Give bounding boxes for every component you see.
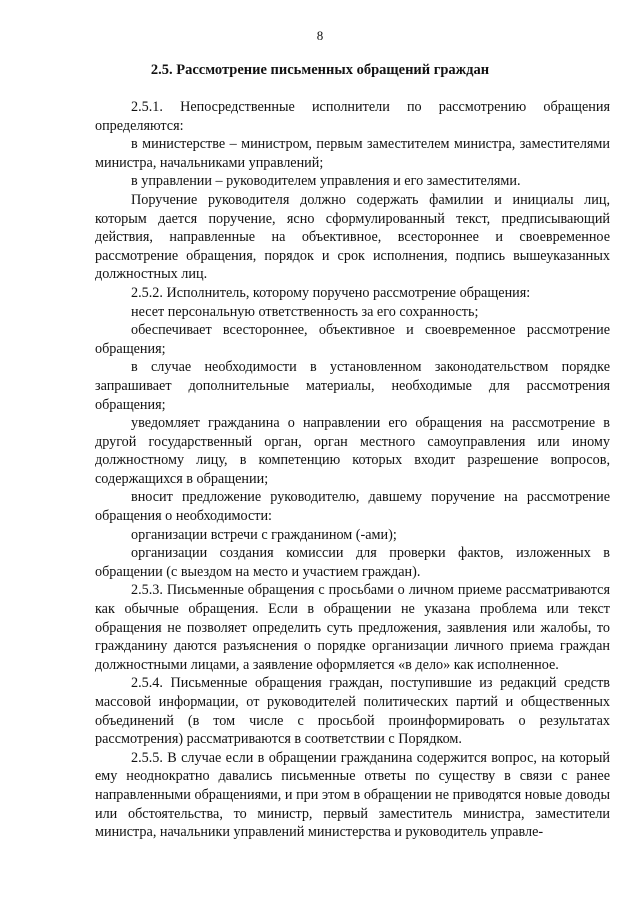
paragraph-2-5-3: 2.5.3. Письменные обращения с просьбами о личном приеме рассматриваются как обычные обращения. Если в обращении не указана проблема или текст обращения не позволяет определить суть предложения, заявления или жалобы, то гражданину даются разъяснения о порядке организации личного приема граждан должностными лицами, а заявление оформляется «в дело» как исполненное. (95, 582, 610, 673)
paragraph-requests: в случае необходимости в установленном законодательством порядке запрашивает дополнительные материалы, необходимые для рассмотрения обращения; (95, 359, 610, 413)
paragraph-2-5-5: 2.5.5. В случае если в обращении гражданина содержится вопрос, на который ему неоднократно давались письменные ответы по существу в связи с ранее направленными обращениями, и при этом в обращении не приводятся новые доводы или обстоятельства, то министр, первый заместитель министра, заместители министра, начальники управлений министерства и руководитель управле- (95, 749, 610, 841)
paragraph-2-5-4: 2.5.4. Письменные обращения граждан, поступившие из редакций средств массовой информации, от руководителей политических партий и общественных объединений (в том числе с просьбой проинформировать о результатах рассмотрения) рассматриваются в соответствии с Порядком. (95, 675, 610, 748)
paragraph-proposal: вносит предложение руководителю, давшему поручение на рассмотрение обращения о необходимости: (95, 489, 610, 525)
body-text (95, 98, 610, 842)
paragraph-commission: организации создания комиссии для проверки фактов, изложенных в обращении (с выездом на место и участием граждан). (95, 545, 610, 580)
paragraph-meeting: организации встречи с гражданином (-ами); (131, 526, 397, 543)
paragraph-2-5-1: 2.5.1. Непосредственные исполнители по рассмотрению обращения определяются: (95, 99, 610, 134)
paragraph-notifies: уведомляет гражданина о направлении его обращения на рассмотрение в другой государственный орган, орган местного самоуправления или иному должностному лицу, в компетенцию которых входит разрешение вопросов, содержащихся в обращении; (95, 415, 610, 487)
paragraph-2-5-2: 2.5.2. Исполнитель, которому поручено рассмотрение обращения: (131, 284, 531, 301)
paragraph-ministry: в министерстве – министром, первым заместителем министра, заместителями министра, начальниками управлений; (95, 136, 610, 171)
paragraph-assignment: Поручение руководителя должно содержать фамилии и инициалы лиц, которым дается поручение, ясно сформулированный текст, предписывающий действия, направленные на объективное, всестороннее и своевременное рассмотрение обращения, порядок и срок исполнения, подпись вышеуказанных должностных лиц. (95, 191, 610, 283)
paragraph-ensures: обеспечивает всестороннее, объективное и своевременное рассмотрение обращения; (95, 322, 610, 357)
paragraph-responsibility: несет персональную ответственность за его сохранность; (131, 303, 479, 320)
paragraph-directorate: в управлении – руководителем управления и его заместителями. (131, 173, 521, 190)
section-title: 2.5. Рассмотрение письменных обращений граждан (150, 62, 490, 78)
page-number: 8 (316, 28, 324, 43)
